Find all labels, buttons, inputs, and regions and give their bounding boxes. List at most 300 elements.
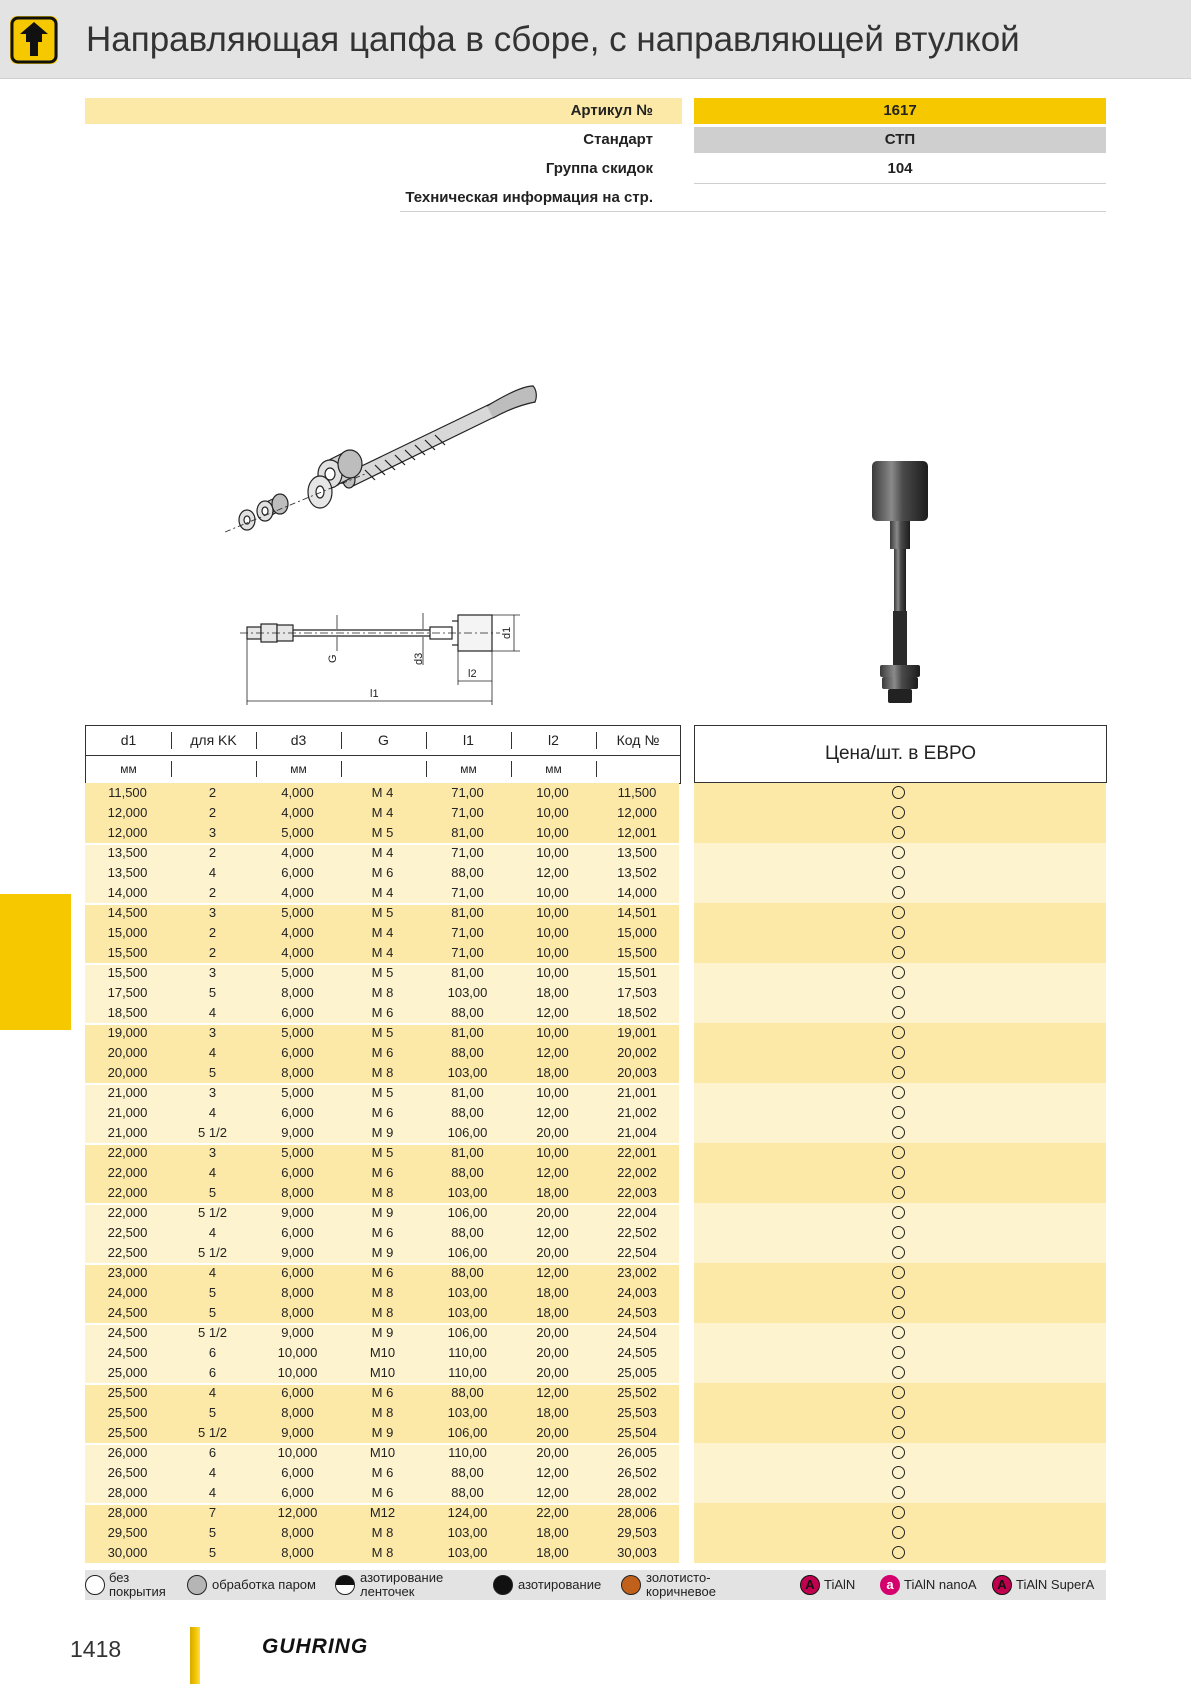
cell-l1: 103,00: [447, 1545, 488, 1560]
cell-l1: 81,00: [451, 825, 484, 840]
availability-circle-icon[interactable]: [892, 1246, 905, 1259]
cell-l1: 106,00: [447, 1205, 488, 1220]
cell-code: 14,501: [617, 905, 657, 920]
cell-d3: 6,000: [281, 865, 314, 880]
col-separator: [171, 732, 172, 749]
cell-code: 28,006: [617, 1505, 657, 1520]
cell-kk: 4: [208, 1485, 217, 1500]
cell-g: M 6: [371, 1485, 394, 1500]
cell-kk: 5 1/2: [198, 1425, 227, 1440]
col-separator: [511, 761, 512, 777]
cell-l2: 10,00: [536, 945, 569, 960]
availability-circle-icon[interactable]: [892, 826, 905, 839]
cell-d3: 8,000: [281, 1185, 314, 1200]
cell-kk: 4: [208, 1045, 217, 1060]
cell-l1: 103,00: [447, 1405, 488, 1420]
cell-d1: 28,000: [107, 1485, 148, 1500]
cell-d3: 6,000: [281, 1005, 314, 1020]
cell-d1: 29,500: [107, 1525, 148, 1540]
table-row: [85, 1483, 1106, 1503]
info-label: Техническая информация на стр.: [405, 189, 653, 206]
cell-l2: 18,00: [536, 1545, 569, 1560]
col-separator: [596, 732, 597, 749]
cell-kk: 5: [208, 1185, 217, 1200]
info-value: 104: [887, 160, 913, 177]
availability-circle-icon[interactable]: [892, 846, 905, 859]
availability-circle-icon[interactable]: [892, 786, 905, 799]
info-row-techinfo: [0, 185, 1191, 211]
cell-l1: 103,00: [447, 1285, 488, 1300]
col-header-g: G: [378, 732, 389, 748]
table-row: [85, 1083, 1106, 1103]
product-photo: [860, 455, 940, 715]
cell-d1: 21,000: [107, 1125, 148, 1140]
col-separator: [511, 732, 512, 749]
legend-label: обработка паром: [212, 1577, 316, 1592]
cell-l1: 106,00: [447, 1325, 488, 1340]
legend-label: без покрытия: [109, 1570, 166, 1599]
cell-d3: 9,000: [281, 1325, 314, 1340]
cell-l1: 110,00: [448, 1445, 487, 1460]
cell-g: M 8: [371, 985, 394, 1000]
availability-circle-icon[interactable]: [892, 1206, 905, 1219]
cell-kk: 4: [208, 1105, 217, 1120]
availability-circle-icon[interactable]: [892, 1446, 905, 1459]
info-value: 1617: [694, 98, 1106, 124]
tialn-icon: A: [800, 1575, 820, 1595]
group-divider: [85, 1083, 679, 1085]
col-header-l1: l1: [463, 732, 474, 748]
col-header-l2: l2: [548, 732, 559, 748]
cell-l1: 71,00: [451, 785, 484, 800]
section-side-tab[interactable]: [0, 894, 71, 1030]
col-header-kk: для KK: [190, 732, 237, 748]
unit-l2: мм: [545, 762, 562, 776]
page-header: [0, 0, 1191, 79]
availability-circle-icon[interactable]: [892, 1386, 905, 1399]
table-row: [85, 1183, 1106, 1203]
cell-code: 21,004: [617, 1125, 657, 1140]
col-separator: [171, 761, 172, 777]
cell-code: 20,002: [617, 1045, 657, 1060]
cell-l1: 106,00: [447, 1125, 488, 1140]
exploded-view-drawing: [225, 380, 545, 570]
cell-kk: 5 1/2: [198, 1125, 227, 1140]
cell-g: M10: [369, 1445, 396, 1460]
table-row: [85, 823, 1106, 843]
cell-d1: 25,500: [107, 1405, 148, 1420]
cell-l2: 10,00: [536, 1085, 569, 1100]
footer-accent-bar: [190, 1627, 200, 1684]
table-row: [85, 1503, 1106, 1523]
cell-kk: 4: [208, 1165, 217, 1180]
coating-legend: [85, 1570, 1106, 1600]
group-divider: [85, 1383, 679, 1385]
cell-l2: 18,00: [536, 985, 569, 1000]
availability-circle-icon[interactable]: [892, 1426, 905, 1439]
table-row: [85, 923, 1106, 943]
cell-d3: 4,000: [281, 945, 314, 960]
cell-code: 19,001: [617, 1025, 657, 1040]
group-divider: [85, 1503, 679, 1505]
table-row: [85, 1023, 1106, 1043]
availability-circle-icon[interactable]: [892, 806, 905, 819]
cell-kk: 3: [208, 1145, 217, 1160]
cell-code: 24,003: [617, 1285, 657, 1300]
availability-circle-icon[interactable]: [892, 906, 905, 919]
availability-circle-icon[interactable]: [892, 1326, 905, 1339]
cell-d1: 25,000: [107, 1365, 148, 1380]
cell-kk: 5: [208, 1525, 217, 1540]
cell-kk: 6: [208, 1445, 217, 1460]
cell-d3: 5,000: [281, 905, 314, 920]
cell-kk: 7: [208, 1505, 217, 1520]
cell-l1: 103,00: [447, 1525, 488, 1540]
cell-d3: 4,000: [281, 805, 314, 820]
cell-d1: 19,000: [107, 1025, 148, 1040]
cell-g: M 5: [371, 825, 394, 840]
cell-kk: 4: [208, 1225, 217, 1240]
cell-code: 14,000: [617, 885, 657, 900]
cell-l2: 12,00: [536, 1005, 569, 1020]
cell-kk: 5 1/2: [198, 1325, 227, 1340]
cell-l2: 12,00: [536, 1265, 569, 1280]
cell-g: M 9: [371, 1325, 394, 1340]
table-row: [85, 1103, 1106, 1123]
cell-d1: 20,000: [107, 1065, 148, 1080]
cell-d3: 6,000: [281, 1165, 314, 1180]
uncoated-icon: [85, 1575, 105, 1595]
supera-icon: A: [992, 1575, 1012, 1595]
cell-l1: 71,00: [451, 845, 484, 860]
availability-circle-icon[interactable]: [892, 1346, 905, 1359]
cell-d3: 10,000: [277, 1445, 318, 1460]
cell-l2: 10,00: [536, 885, 569, 900]
cell-d1: 28,000: [107, 1505, 148, 1520]
cell-g: M 8: [371, 1305, 394, 1320]
cell-g: M 6: [371, 1105, 394, 1120]
cell-kk: 6: [208, 1345, 217, 1360]
availability-circle-icon[interactable]: [892, 1066, 905, 1079]
steam-treated-icon: [187, 1575, 207, 1595]
cell-code: 15,000: [617, 925, 657, 940]
cell-g: M12: [369, 1505, 396, 1520]
cell-l2: 10,00: [536, 1145, 569, 1160]
cell-kk: 5: [208, 1065, 217, 1080]
cell-d3: 5,000: [281, 1145, 314, 1160]
col-separator: [256, 732, 257, 749]
cell-d1: 20,000: [107, 1045, 148, 1060]
countersink-icon: [10, 16, 58, 64]
info-row-discount: [0, 156, 1191, 182]
cell-d3: 5,000: [281, 825, 314, 840]
cell-d1: 30,000: [107, 1545, 148, 1560]
cell-l2: 20,00: [536, 1445, 569, 1460]
info-value: СТП: [694, 127, 1106, 153]
cell-g: M 4: [371, 805, 394, 820]
availability-circle-icon[interactable]: [892, 946, 905, 959]
cell-l2: 20,00: [536, 1245, 569, 1260]
cell-l1: 88,00: [451, 1045, 484, 1060]
cell-d3: 8,000: [281, 1525, 314, 1540]
cell-code: 18,502: [617, 1005, 657, 1020]
cell-l2: 12,00: [536, 1385, 569, 1400]
unit-d1: мм: [120, 762, 137, 776]
cell-d3: 5,000: [281, 1025, 314, 1040]
availability-circle-icon[interactable]: [892, 1226, 905, 1239]
cell-code: 25,005: [617, 1365, 657, 1380]
cell-kk: 4: [208, 1465, 217, 1480]
cell-l2: 10,00: [536, 825, 569, 840]
cell-l2: 20,00: [536, 1205, 569, 1220]
gold-brown-icon: [621, 1575, 641, 1595]
cell-l1: 71,00: [451, 885, 484, 900]
cell-d1: 26,000: [107, 1445, 148, 1460]
cell-d3: 6,000: [281, 1265, 314, 1280]
cell-code: 23,002: [617, 1265, 657, 1280]
cell-l1: 106,00: [447, 1425, 488, 1440]
cell-code: 25,502: [617, 1385, 657, 1400]
availability-circle-icon[interactable]: [892, 1366, 905, 1379]
info-row-article: [0, 98, 1191, 124]
col-separator: [426, 761, 427, 777]
cell-l1: 81,00: [451, 905, 484, 920]
availability-circle-icon[interactable]: [892, 1466, 905, 1479]
availability-circle-icon[interactable]: [892, 1266, 905, 1279]
cell-kk: 2: [208, 785, 217, 800]
cell-kk: 5 1/2: [198, 1205, 227, 1220]
table-row: [85, 1383, 1106, 1403]
table-row: [85, 1543, 1106, 1563]
cell-d1: 22,000: [107, 1165, 148, 1180]
cell-code: 21,001: [617, 1085, 657, 1100]
cell-g: M 6: [371, 1265, 394, 1280]
table-row: [85, 1423, 1106, 1443]
nanoa-icon: a: [880, 1575, 900, 1595]
cell-code: 15,500: [617, 945, 657, 960]
availability-circle-icon[interactable]: [892, 1286, 905, 1299]
cell-l1: 88,00: [451, 1465, 484, 1480]
availability-circle-icon[interactable]: [892, 966, 905, 979]
cell-l2: 10,00: [536, 785, 569, 800]
cell-l2: 10,00: [536, 905, 569, 920]
cell-g: M 9: [371, 1245, 394, 1260]
availability-circle-icon[interactable]: [892, 866, 905, 879]
cell-d1: 18,500: [107, 1005, 148, 1020]
info-row-standard: [0, 127, 1191, 153]
cell-d3: 12,000: [277, 1505, 318, 1520]
availability-circle-icon[interactable]: [892, 1006, 905, 1019]
availability-circle-icon[interactable]: [892, 1406, 905, 1419]
cell-d3: 9,000: [281, 1425, 314, 1440]
availability-circle-icon[interactable]: [892, 1166, 905, 1179]
cell-d1: 14,000: [107, 885, 148, 900]
table-row: [85, 883, 1106, 903]
cell-d1: 11,500: [108, 785, 147, 800]
cell-kk: 5: [208, 1405, 217, 1420]
cell-d3: 6,000: [281, 1485, 314, 1500]
cell-l2: 12,00: [536, 1165, 569, 1180]
col-header-d3: d3: [290, 732, 307, 748]
cell-d3: 6,000: [281, 1105, 314, 1120]
availability-circle-icon[interactable]: [892, 886, 905, 899]
cell-d1: 21,000: [107, 1105, 148, 1120]
cell-g: M 8: [371, 1405, 394, 1420]
cell-l1: 71,00: [451, 805, 484, 820]
cell-g: M 5: [371, 1025, 394, 1040]
cell-g: M 6: [371, 1045, 394, 1060]
dimension-drawing: [240, 595, 540, 715]
cell-d1: 26,500: [107, 1465, 148, 1480]
cell-l2: 12,00: [536, 1105, 569, 1120]
table-row: [85, 1403, 1106, 1423]
availability-circle-icon[interactable]: [892, 926, 905, 939]
cell-code: 26,005: [617, 1445, 657, 1460]
cell-l1: 106,00: [447, 1245, 488, 1260]
cell-d1: 21,000: [107, 1085, 148, 1100]
cell-kk: 2: [208, 885, 217, 900]
cell-l1: 71,00: [451, 945, 484, 960]
availability-circle-icon[interactable]: [892, 986, 905, 999]
cell-l1: 88,00: [451, 1265, 484, 1280]
cell-g: M 9: [371, 1425, 394, 1440]
cell-g: M 5: [371, 965, 394, 980]
dim-l1-label: l1: [370, 688, 379, 700]
cell-l2: 12,00: [536, 1465, 569, 1480]
cell-code: 24,505: [617, 1345, 657, 1360]
cell-code: 25,504: [617, 1425, 657, 1440]
availability-circle-icon[interactable]: [892, 1486, 905, 1499]
availability-circle-icon[interactable]: [892, 1506, 905, 1519]
cell-g: M 9: [371, 1205, 394, 1220]
availability-circle-icon[interactable]: [892, 1546, 905, 1559]
cell-kk: 5: [208, 985, 217, 1000]
cell-l2: 18,00: [536, 1525, 569, 1540]
table-row: [85, 1343, 1106, 1363]
nitrided-icon: [493, 1575, 513, 1595]
cell-code: 24,504: [617, 1325, 657, 1340]
cell-d1: 23,000: [107, 1265, 148, 1280]
availability-circle-icon[interactable]: [892, 1086, 905, 1099]
availability-circle-icon[interactable]: [892, 1306, 905, 1319]
table-row: [85, 1323, 1106, 1343]
availability-circle-icon[interactable]: [892, 1146, 905, 1159]
cell-kk: 3: [208, 905, 217, 920]
cell-l2: 10,00: [536, 925, 569, 940]
availability-circle-icon[interactable]: [892, 1526, 905, 1539]
cell-l1: 103,00: [447, 1185, 488, 1200]
col-separator: [341, 732, 342, 749]
cell-l2: 18,00: [536, 1405, 569, 1420]
cell-l1: 88,00: [451, 1105, 484, 1120]
group-divider: [85, 1323, 679, 1325]
unit-d3: мм: [290, 762, 307, 776]
cell-l1: 88,00: [451, 1385, 484, 1400]
availability-circle-icon[interactable]: [892, 1126, 905, 1139]
cell-d1: 22,000: [107, 1185, 148, 1200]
cell-kk: 4: [208, 1005, 217, 1020]
table-row: [85, 1223, 1106, 1243]
cell-d1: 24,000: [107, 1285, 148, 1300]
dim-d1-label: d1: [501, 626, 513, 639]
cell-d3: 9,000: [281, 1245, 314, 1260]
cell-kk: 6: [208, 1365, 217, 1380]
cell-l1: 71,00: [451, 925, 484, 940]
legend-label: азотирование: [518, 1577, 602, 1592]
cell-l1: 88,00: [451, 865, 484, 880]
cell-l2: 18,00: [536, 1285, 569, 1300]
divider: [400, 211, 1106, 212]
cell-g: M 6: [371, 865, 394, 880]
cell-g: M 4: [371, 885, 394, 900]
table-row: [85, 1163, 1106, 1183]
availability-circle-icon[interactable]: [892, 1046, 905, 1059]
cell-d1: 25,500: [107, 1425, 148, 1440]
unit-code: [596, 756, 680, 782]
price-column-header: Цена/шт. в ЕВРО: [694, 725, 1107, 783]
cell-d3: 10,000: [277, 1345, 318, 1360]
cell-g: M 5: [371, 905, 394, 920]
cell-d3: 6,000: [281, 1465, 314, 1480]
cell-d3: 6,000: [281, 1385, 314, 1400]
cell-l1: 103,00: [447, 985, 488, 1000]
cell-kk: 3: [208, 1025, 217, 1040]
cell-code: 24,503: [617, 1305, 657, 1320]
availability-circle-icon[interactable]: [892, 1026, 905, 1039]
group-divider: [85, 1263, 679, 1265]
availability-circle-icon[interactable]: [892, 1106, 905, 1119]
cell-l1: 88,00: [451, 1005, 484, 1020]
cell-kk: 2: [208, 925, 217, 940]
cell-code: 12,000: [617, 805, 657, 820]
unit-kk: [171, 756, 256, 782]
unit-l1: мм: [460, 762, 477, 776]
cell-d1: 12,000: [107, 825, 148, 840]
cell-l1: 81,00: [451, 1025, 484, 1040]
availability-circle-icon[interactable]: [892, 1186, 905, 1199]
cell-code: 11,500: [617, 785, 657, 800]
cell-d3: 8,000: [281, 1405, 314, 1420]
cell-g: M 6: [371, 1005, 394, 1020]
group-divider: [85, 1203, 679, 1205]
cell-d1: 14,500: [107, 905, 148, 920]
cell-d3: 9,000: [281, 1125, 314, 1140]
info-label: Стандарт: [583, 131, 653, 148]
cell-l2: 10,00: [536, 965, 569, 980]
cell-d1: 15,500: [107, 965, 148, 980]
cell-g: M 6: [371, 1385, 394, 1400]
col-header-d1: d1: [120, 732, 137, 748]
table-row: [85, 843, 1106, 863]
cell-l2: 12,00: [536, 1225, 569, 1240]
table-row: [85, 1523, 1106, 1543]
table-row: [85, 1363, 1106, 1383]
cell-g: M 6: [371, 1225, 394, 1240]
divider: [694, 183, 1106, 184]
cell-code: 26,502: [617, 1465, 657, 1480]
cell-code: 29,503: [617, 1525, 657, 1540]
cell-d3: 5,000: [281, 1085, 314, 1100]
col-separator: [341, 761, 342, 777]
cell-kk: 2: [208, 845, 217, 860]
cell-l1: 110,00: [448, 1345, 487, 1360]
cell-d1: 22,000: [107, 1205, 148, 1220]
cell-d1: 22,500: [107, 1225, 148, 1240]
col-separator: [596, 761, 597, 777]
cell-d3: 10,000: [277, 1365, 318, 1380]
cell-g: M10: [369, 1365, 396, 1380]
cell-l1: 88,00: [451, 1485, 484, 1500]
